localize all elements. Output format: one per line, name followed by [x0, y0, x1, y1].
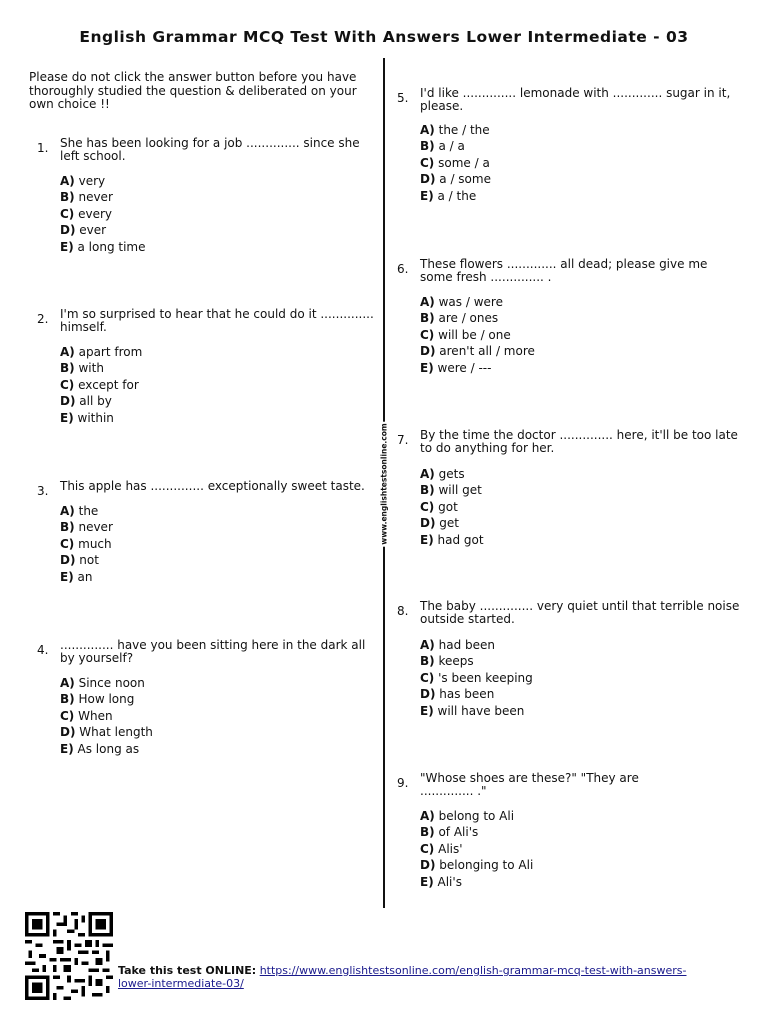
option-list [420, 637, 533, 719]
option-a[interactable]: A) very [60, 174, 106, 188]
option-d[interactable]: D) a / some [420, 172, 491, 187]
option-a[interactable]: A) apart from [60, 345, 143, 359]
option-list [60, 503, 113, 585]
question-text: By the time the doctor .............. here, it'll be too late to do anything for her. [420, 428, 738, 455]
question-number: 9. [397, 776, 409, 790]
option-c[interactable]: C) got [420, 499, 458, 514]
option-c[interactable]: C) every [60, 206, 113, 221]
option-b[interactable]: B) a / a [420, 139, 465, 154]
option-e[interactable]: E) Ali's [420, 874, 462, 889]
question-text: "Whose shoes are these?" "They are .............. ." [420, 771, 639, 798]
option-a[interactable]: A) belong to Ali [420, 809, 515, 823]
option-c[interactable]: C) When [60, 708, 113, 723]
option-a[interactable]: A) Since noon [60, 676, 145, 690]
notice-text: Please do not click the answer button before you have thoroughly studied the question & deliberated on your own choice !! [29, 70, 357, 111]
option-list [60, 344, 142, 426]
option-e[interactable]: E) had got [420, 532, 484, 547]
option-list [420, 294, 535, 376]
option-e[interactable]: E) a / the [420, 188, 477, 203]
question-text: .............. have you been sitting here in the dark all by yourself? [60, 638, 366, 665]
question-text: The baby .............. very quiet until that terrible noise outside started. [420, 599, 740, 626]
option-b[interactable]: B) are / ones [420, 311, 499, 326]
question-number: 8. [397, 604, 409, 618]
option-e[interactable]: E) As long as [60, 741, 140, 756]
option-a[interactable]: A) had been [420, 638, 495, 652]
option-d[interactable]: D) ever [60, 223, 107, 238]
question-text: This apple has .............. exceptionally sweet taste. [60, 479, 365, 493]
option-d[interactable]: D) has been [420, 687, 495, 702]
question-number: 6. [397, 262, 409, 276]
option-e[interactable]: E) within [60, 410, 114, 425]
option-d[interactable]: D) all by [60, 394, 112, 409]
option-c[interactable]: C) Alis' [420, 841, 463, 856]
question-number: 7. [397, 433, 409, 447]
option-c[interactable]: C) will be / one [420, 327, 511, 342]
option-e[interactable]: E) an [60, 569, 93, 584]
option-list [420, 122, 491, 204]
option-b[interactable]: B) never [60, 190, 113, 205]
test-online-link[interactable]: https://www.englishtestsonline.com/english-grammar-mcq-test-with-answers-lower-intermediate-03/ [118, 964, 687, 990]
option-e[interactable]: E) a long time [60, 239, 146, 254]
question-text: I'm so surprised to hear that he could do it .............. himself. [60, 307, 374, 334]
option-list [60, 173, 146, 255]
footer [118, 964, 708, 990]
question-number: 2. [37, 312, 49, 326]
option-b[interactable]: B) How long [60, 692, 135, 707]
option-b[interactable]: B) keeps [420, 654, 474, 669]
option-list [420, 808, 533, 890]
question-number: 5. [397, 91, 409, 105]
option-b[interactable]: B) of Ali's [420, 825, 479, 840]
question-number: 3. [37, 484, 49, 498]
question-text: She has been looking for a job .............. since she left school. [60, 136, 360, 163]
qr-code-icon[interactable] [24, 912, 114, 1000]
footer-label: Take this test ONLINE: [118, 964, 257, 977]
option-d[interactable]: D) get [420, 516, 459, 531]
option-list [60, 675, 153, 757]
question-text: I'd like .............. lemonade with ............. sugar in it, please. [420, 86, 731, 113]
option-b[interactable]: B) with [60, 361, 104, 376]
option-d[interactable]: D) not [60, 553, 99, 568]
option-list [420, 466, 484, 548]
option-c[interactable]: C) except for [60, 377, 139, 392]
page-title: English Grammar MCQ Test With Answers Lower Intermediate - 03 [79, 28, 689, 46]
side-watermark: www.englishtestsonline.com [379, 423, 389, 545]
option-a[interactable]: A) the / the [420, 123, 490, 137]
option-c[interactable]: C) 's been keeping [420, 670, 533, 685]
option-d[interactable]: D) belonging to Ali [420, 858, 534, 873]
option-e[interactable]: E) will have been [420, 703, 525, 718]
option-a[interactable]: A) was / were [420, 295, 503, 309]
option-c[interactable]: C) some / a [420, 155, 490, 170]
question-text: These flowers ............. all dead; please give me some fresh .............. . [420, 257, 708, 284]
option-c[interactable]: C) much [60, 536, 112, 551]
question-number: 1. [37, 141, 49, 155]
option-b[interactable]: B) will get [420, 483, 482, 498]
question-number: 4. [37, 643, 49, 657]
option-d[interactable]: D) aren't all / more [420, 344, 535, 359]
option-e[interactable]: E) were / --- [420, 360, 492, 375]
option-a[interactable]: A) the [60, 504, 99, 518]
option-d[interactable]: D) What length [60, 725, 153, 740]
option-a[interactable]: A) gets [420, 467, 465, 481]
option-b[interactable]: B) never [60, 520, 113, 535]
